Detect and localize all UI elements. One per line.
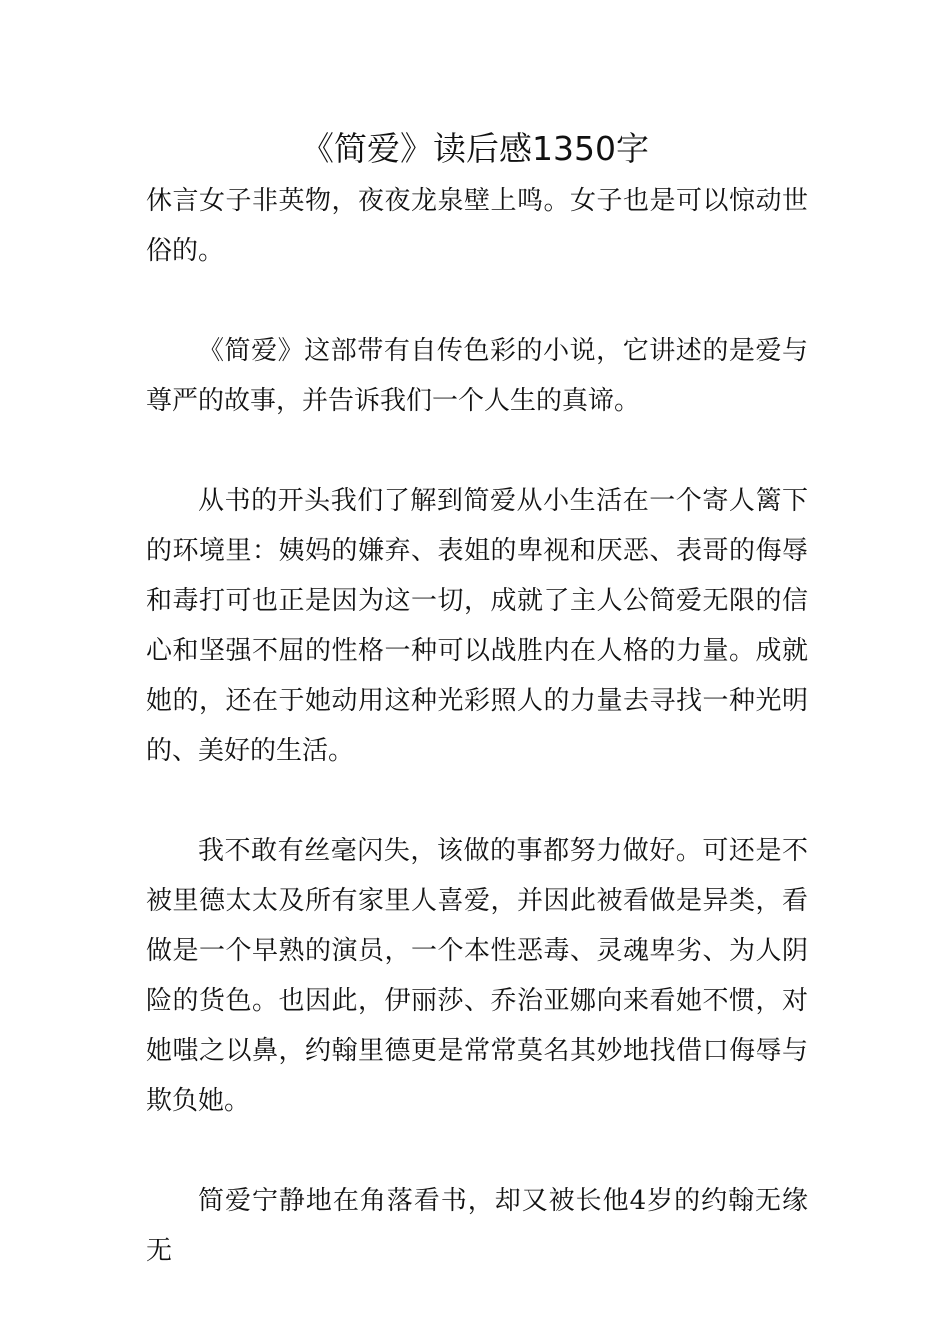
paragraph-4: 我不敢有丝毫闪失，该做的事都努力做好。可还是不被里德太太及所有家里人喜爱，并因此被看做是异类，看做是一个早熟的演员，一个本性恶毒、灵魂卑劣、为人阴险的货色。也因此，伊丽莎、乔治亚娜向来看她不惯，对她嗤之以鼻，约翰里德更是常常莫名其妙地找借口侮辱与欺负她。 bbox=[146, 836, 808, 1116]
document-title: 《简爱》读后感1350字 bbox=[301, 129, 649, 168]
document-body bbox=[146, 176, 808, 1276]
paragraph-1: 休言女子非英物，夜夜龙泉壁上鸣。女子也是可以惊动世俗的。 bbox=[146, 186, 808, 266]
paragraph-2: 《简爱》这部带有自传色彩的小说，它讲述的是爱与尊严的故事，并告诉我们一个人生的真谛。 bbox=[146, 336, 808, 416]
paragraph-3: 从书的开头我们了解到简爱从小生活在一个寄人篱下的环境里：姨妈的嫌弃、表姐的卑视和厌恶、表哥的侮辱和毒打可也正是因为这一切，成就了主人公简爱无限的信心和坚强不屈的性格一种可以战胜内在人格的力量。成就她的，还在于她动用这种光彩照人的力量去寻找一种光明的、美好的生活。 bbox=[146, 486, 808, 766]
paragraph-5: 简爱宁静地在角落看书，却又被长他4岁的约翰无缘无 bbox=[146, 1186, 808, 1266]
